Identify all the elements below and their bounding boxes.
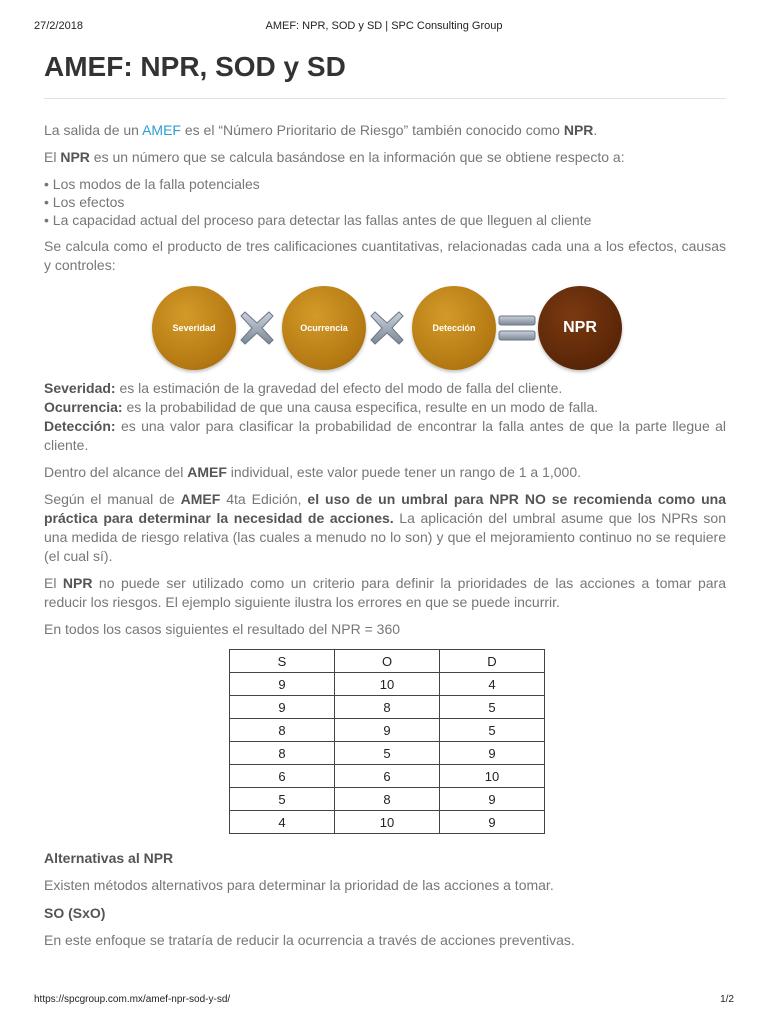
p4-post: individual, este valor puede tener un rango de 1 a 1,000.: [226, 464, 582, 480]
alternatives-paragraph: Existen métodos alternativos para determinar la prioridad de las acciones a tomar.: [44, 877, 554, 893]
table-row: [230, 788, 545, 811]
npr-definition-paragraph: [44, 148, 726, 167]
p5-bold-threshold: el uso de un umbral para NPR NO se recomienda como una práctica para determinar la necesidad de acciones.: [44, 491, 726, 526]
deteccion-circle: [412, 286, 496, 370]
intro-mid: es el “Número Prioritario de Riesgo” también conocido como: [180, 122, 564, 138]
table-cell: 5: [230, 788, 335, 811]
amef-link[interactable]: AMEF: [142, 122, 181, 138]
p6-post: no puede ser utilizado como un criterio para definir la prioridades de las acciones a tomar para reducir los riesgos. El ejemplo siguiente ilustra los errores en que se puede incurrir.: [44, 575, 726, 610]
p2-pre: El: [44, 149, 61, 165]
table-row: [230, 811, 545, 834]
cases-paragraph: En todos los casos siguientes el resultado del NPR = 360: [44, 621, 401, 637]
table-cell: 5: [440, 696, 545, 719]
criteria-paragraph: [44, 574, 726, 612]
intro-post: .: [593, 122, 598, 138]
table-cell: 8: [230, 742, 335, 765]
severidad-definition: [44, 379, 726, 398]
table-row: [230, 719, 545, 742]
table-cell: 10: [335, 673, 440, 696]
table-cell: 9: [230, 673, 335, 696]
article-title: AMEF: NPR, SOD y SD: [44, 50, 726, 99]
ocurrencia-label: Ocurrencia: [300, 323, 348, 333]
list-item: • Los modos de la falla potenciales: [44, 176, 260, 192]
table-cell: 9: [440, 788, 545, 811]
alternatives-heading: Alternativas al NPR: [44, 850, 174, 866]
intro-bold-npr: NPR: [563, 122, 594, 138]
severidad-term: Severidad:: [44, 380, 116, 396]
ocurrencia-definition: [44, 398, 726, 417]
p6-pre: El: [44, 575, 63, 591]
intro-pre: La salida de un: [44, 122, 143, 138]
p2-post: es un número que se calcula basándose en la información que se obtiene respecto a:: [89, 149, 625, 165]
list-item: • La capacidad actual del proceso para detectar las fallas antes de que lleguen al cliente: [44, 212, 592, 228]
table-cell: 6: [335, 765, 440, 788]
p2-bold-npr: NPR: [60, 149, 90, 165]
ocurrencia-circle: [282, 286, 366, 370]
npr-circle: [538, 286, 622, 370]
table-cell: 10: [440, 765, 545, 788]
p5-mid: 4ta Edición,: [220, 491, 308, 507]
table-cell: 5: [335, 742, 440, 765]
deteccion-label: Detección: [432, 323, 476, 333]
print-page-title: AMEF: NPR, SOD y SD | SPC Consulting Group: [265, 20, 503, 32]
table-row: [230, 742, 545, 765]
table-cell: 4: [440, 673, 545, 696]
page-number: 1/2: [720, 994, 734, 1005]
article: [44, 50, 726, 958]
print-date: 27/2/2018: [34, 20, 83, 32]
column-header-s: S: [230, 650, 335, 673]
equals-icon: [497, 308, 537, 348]
p5-pre: Según el manual de: [44, 491, 181, 507]
column-header-o: O: [335, 650, 440, 673]
deteccion-term: Detección:: [44, 418, 116, 434]
so-paragraph: En este enfoque se trataría de reducir la ocurrencia a través de acciones preventivas.: [44, 932, 575, 948]
npr-formula-diagram: [44, 283, 726, 373]
severidad-label: Severidad: [172, 323, 216, 333]
range-paragraph: [44, 463, 726, 482]
so-heading: SO (SxO): [44, 905, 106, 921]
table-cell: 9: [335, 719, 440, 742]
p6-bold-npr: NPR: [62, 575, 93, 591]
severidad-text: es la estimación de la gravedad del efecto del modo de falla del cliente.: [115, 380, 563, 396]
npr-label: NPR: [563, 319, 597, 336]
manual-paragraph: [44, 490, 726, 566]
p5-bold-amef: AMEF: [180, 491, 221, 507]
table-cell: 6: [230, 765, 335, 788]
table-cell: 4: [230, 811, 335, 834]
deteccion-definition: [44, 417, 726, 455]
npr-cases-table: [229, 649, 545, 834]
table-cell: 5: [440, 719, 545, 742]
list-item: • Los efectos: [44, 194, 125, 210]
p4-bold-amef: AMEF: [187, 464, 227, 480]
table-cell: 8: [230, 719, 335, 742]
table-cell: 8: [335, 696, 440, 719]
p4-pre: Dentro del alcance del: [44, 464, 188, 480]
table-row: [230, 673, 545, 696]
multiply-icon: [237, 308, 277, 348]
print-url: https://spcgroup.com.mx/amef-npr-sod-y-sd/: [34, 994, 231, 1005]
ocurrencia-term: Ocurrencia:: [44, 399, 123, 415]
table-cell: 9: [230, 696, 335, 719]
ocurrencia-text: es la probabilidad de que una causa especifica, resulte en un modo de falla.: [122, 399, 599, 415]
factors-list: [44, 175, 726, 229]
table-row: [230, 765, 545, 788]
table-row: [230, 696, 545, 719]
table-header-row: [230, 650, 545, 673]
table-cell: 9: [440, 742, 545, 765]
p5-post: La aplicación del umbral asume que los NPRs son una medida de riesgo relativa (las cuales a menudo no lo son) y que el mejoramiento continuo no se requiere (el cual sí).: [44, 510, 726, 564]
multiply-icon: [367, 308, 407, 348]
calculation-paragraph: Se calcula como el producto de tres calificaciones cuantitativas, relacionadas cada una a los efectos, causas y controles:: [44, 238, 726, 273]
intro-paragraph: [44, 121, 726, 140]
table-cell: 9: [440, 811, 545, 834]
severidad-circle: [152, 286, 236, 370]
column-header-d: D: [440, 650, 545, 673]
table-cell: 10: [335, 811, 440, 834]
definitions: [44, 379, 726, 455]
deteccion-text: es una valor para clasificar la probabilidad de encontrar la falla antes de que la parte llegue al cliente.: [44, 418, 726, 453]
table-cell: 8: [335, 788, 440, 811]
